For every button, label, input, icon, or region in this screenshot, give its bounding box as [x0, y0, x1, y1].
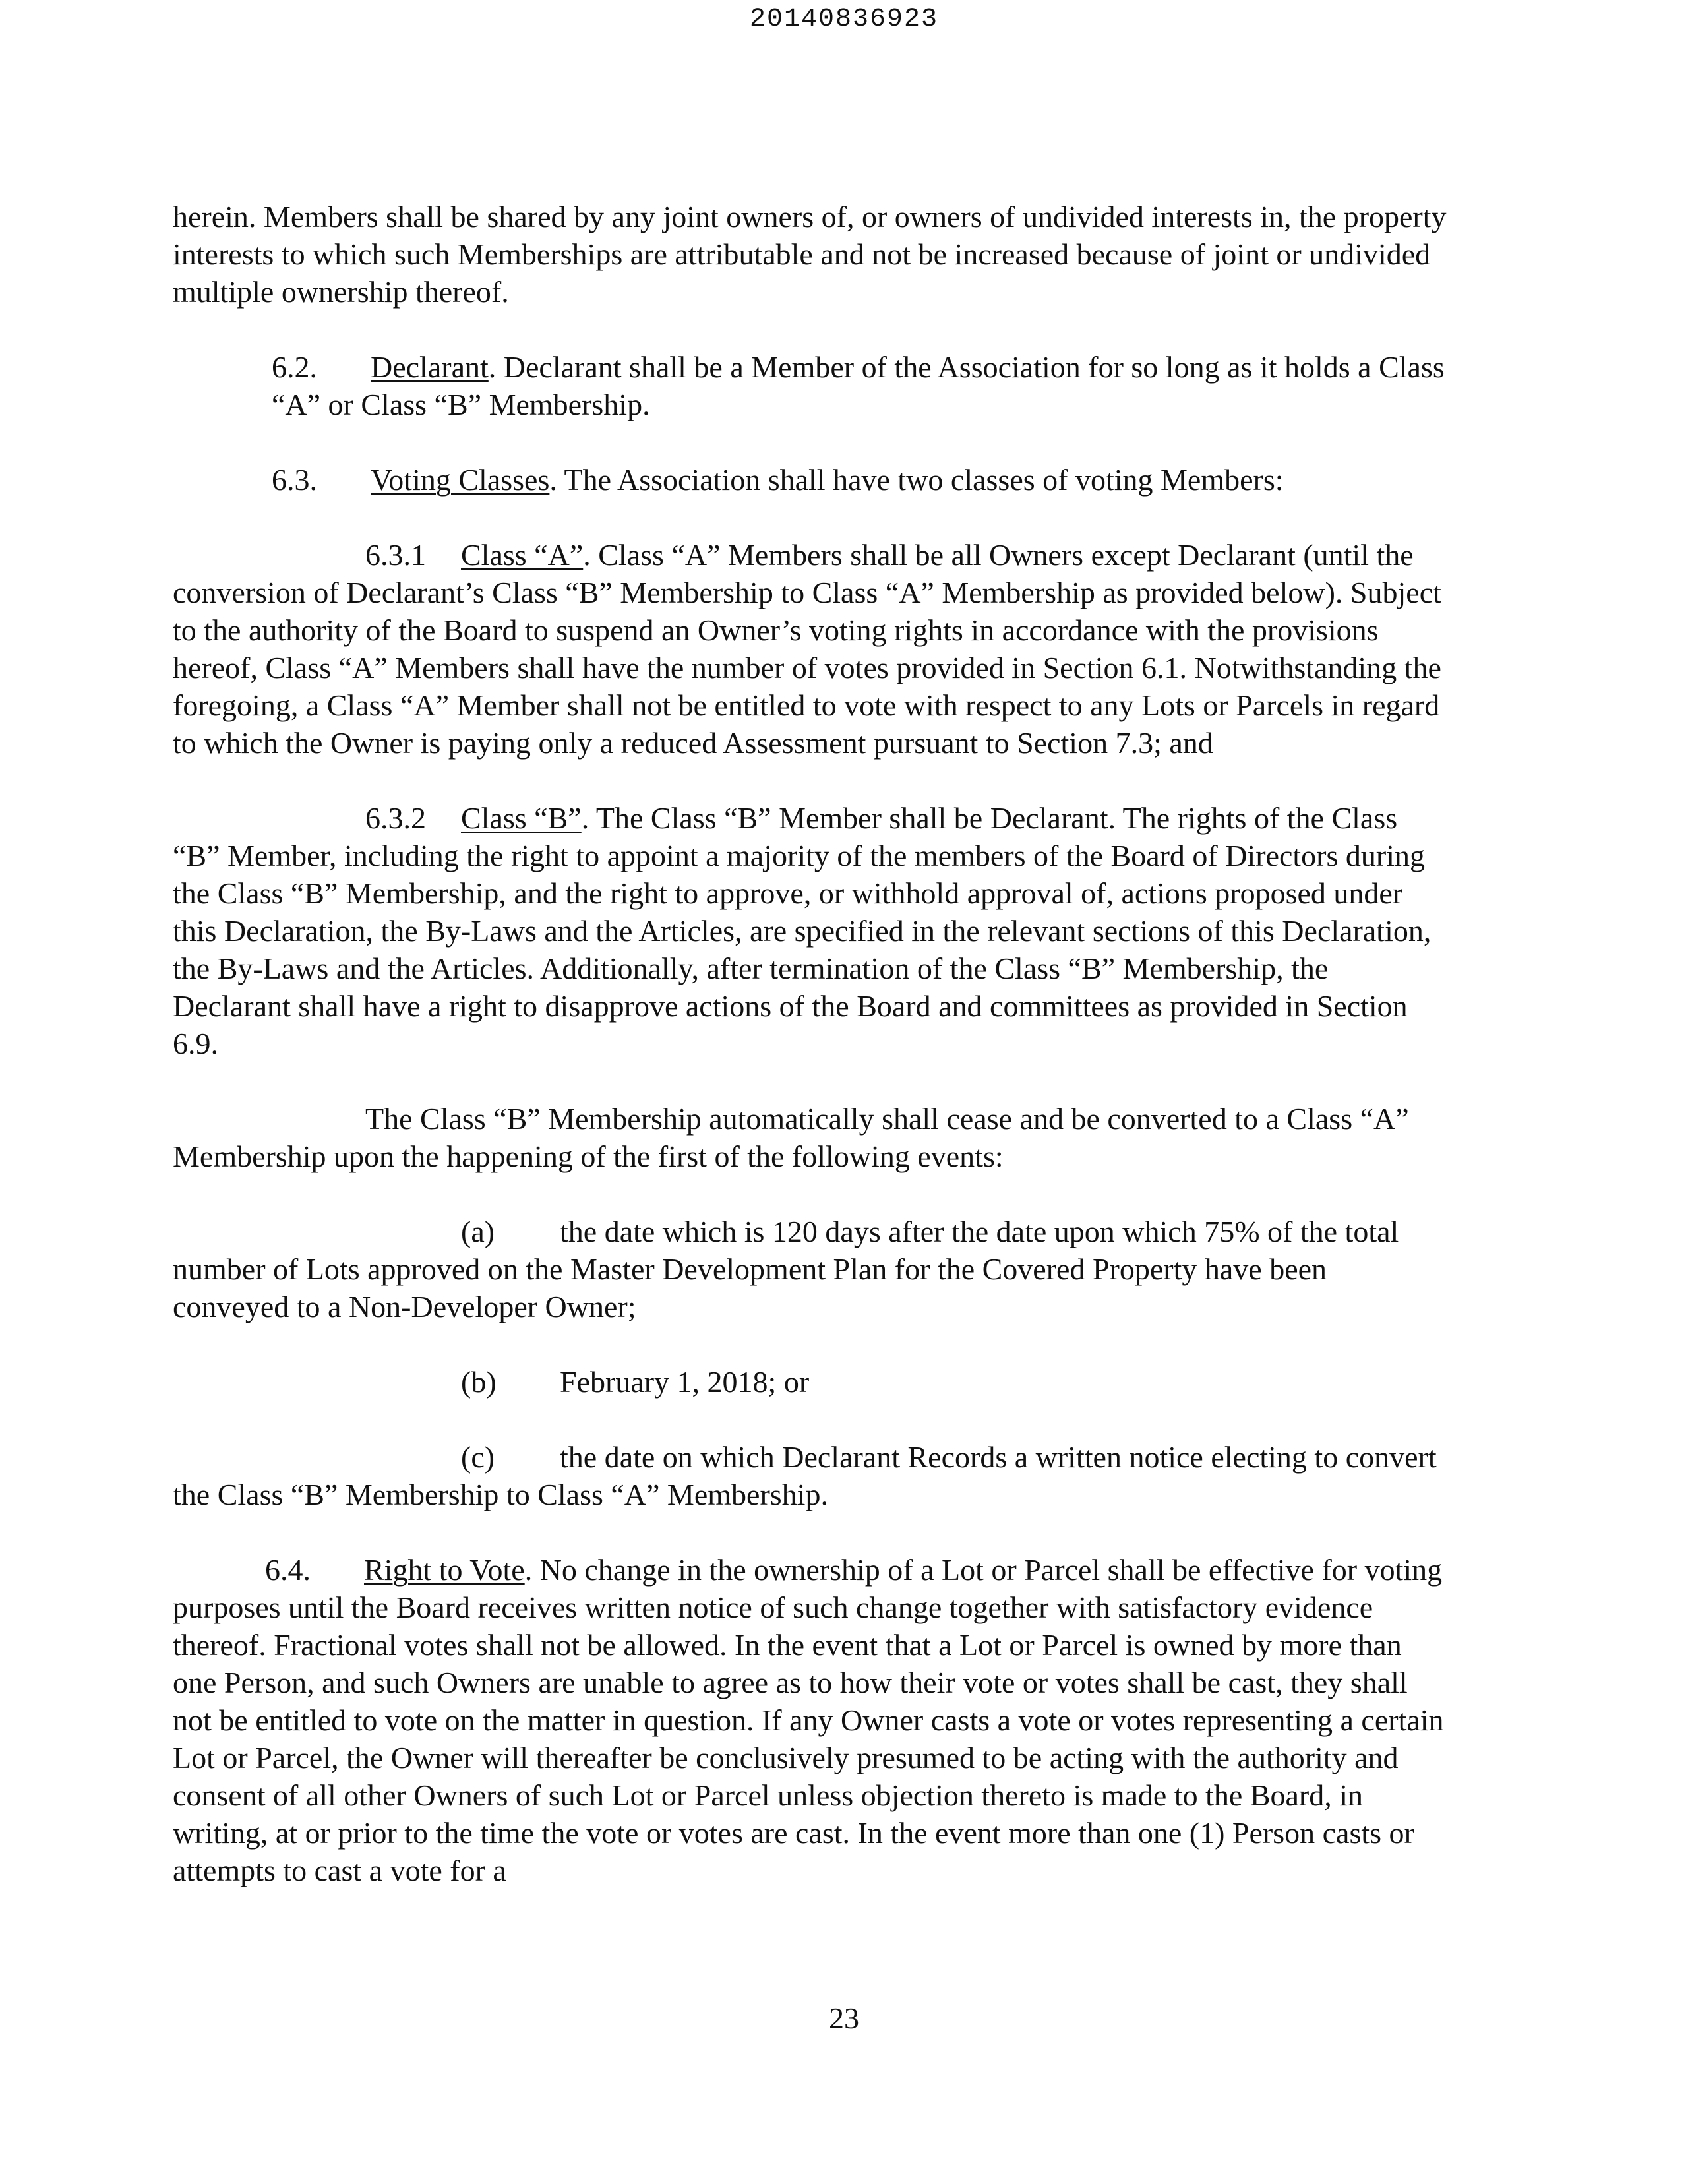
section-6-3-1 [173, 536, 1447, 762]
section-number: 6.4. [265, 1553, 311, 1587]
list-text: the date which is 120 days after the date upon which 75% of the total number of Lots approved on the Master Development Plan for the Covered Property have been conveyed to a Non-Developer Owner; [173, 1215, 1399, 1323]
section-number: 6.3. [272, 463, 317, 497]
section-6-3 [173, 461, 1447, 499]
list-label: (c) [461, 1440, 495, 1474]
section-title: Class “A” [461, 538, 584, 572]
list-item-c [173, 1438, 1447, 1513]
list-label: (b) [461, 1365, 497, 1399]
paragraph-continuation: herein. Members shall be shared by any joint owners of, or owners of undivided interests in, the property interests to which such Memberships are attributable and not be increased because of joint or undivided multiple ownership thereof. [173, 200, 1447, 309]
list-item-b [173, 1363, 1447, 1401]
document-number: 20140836923 [749, 5, 939, 34]
section-6-4 [173, 1551, 1447, 1889]
section-title: Voting Classes [371, 463, 550, 497]
list-item-a [173, 1213, 1447, 1325]
section-text: . The Class “B” Member shall be Declarant. The rights of the Class “B” Member, including the right to appoint a majority of the members of the Board of Directors during the Class “B” Membership, and the right to approve, or withhold approval of, actions proposed under this Declaration, the By-Laws and the Articles, are specified in the relevant sections of this Declaration, the By-Laws and the Articles. Additionally, after termination of the Class “B” Membership, the Declarant shall have a right to disapprove actions of the Board and committees as provided in Section 6.9. [173, 801, 1432, 1060]
section-title: Class “B” [461, 801, 582, 835]
section-text: . No change in the ownership of a Lot or Parcel shall be effective for voting purposes until the Board receives written notice of such change together with satisfactory evidence thereof. Fractional votes shall not be allowed. In the event that a Lot or Parcel is owned by more than one Person, and such Owners are unable to agree as to how their vote or votes shall be cast, they shall not be entitled to vote on the matter in question. If any Owner casts a vote or votes representing a certain Lot or Parcel, the Owner will thereafter be conclusively presumed to be acting with the authority and consent of all other Owners of such Lot or Parcel unless objection thereto is made to the Board, in writing, at or prior to the time the vote or votes are cast. In the event more than one (1) Person casts or attempts to cast a vote for a [173, 1553, 1444, 1887]
section-title: Declarant [371, 350, 489, 384]
list-text: the date on which Declarant Records a written notice electing to convert the Class “B” Membership to Class “A” Membership. [173, 1440, 1437, 1511]
section-number: 6.2. [272, 350, 317, 384]
document-body [173, 198, 1447, 1889]
list-text: February 1, 2018; or [560, 1365, 810, 1399]
section-number: 6.3.2 [365, 801, 426, 835]
section-text: . Class “A” Members shall be all Owners except Declarant (until the conversion of Declarant’s Class “B” Membership to Class “A” Membership as provided below). Subject to the authority of the Board to suspend an Owner’s voting rights in accordance with the provisions hereof, Class “A” Members shall have the number of votes provided in Section 6.1. Notwithstanding the foregoing, a Class “A” Member shall not be entitled to vote with respect to any Lots or Parcels in regard to which the Owner is paying only a reduced Assessment pursuant to Section 7.3; and [173, 538, 1441, 760]
page-number: 23 [829, 2001, 859, 2035]
section-title: Right to Vote [364, 1553, 525, 1587]
section-6-3-2 [173, 799, 1447, 1062]
list-label: (a) [461, 1215, 495, 1248]
conversion-paragraph [173, 1100, 1447, 1175]
section-text: . Declarant shall be a Member of the Association for so long as it holds a Class “A” or Class “B” Membership. [272, 350, 1445, 421]
conversion-text: The Class “B” Membership automatically shall cease and be converted to a Class “A” Membership upon the happening of the first of the following events: [173, 1102, 1409, 1173]
section-number: 6.3.1 [365, 538, 426, 572]
section-6-2 [173, 348, 1447, 423]
section-text: . The Association shall have two classes of voting Members: [549, 463, 1284, 497]
